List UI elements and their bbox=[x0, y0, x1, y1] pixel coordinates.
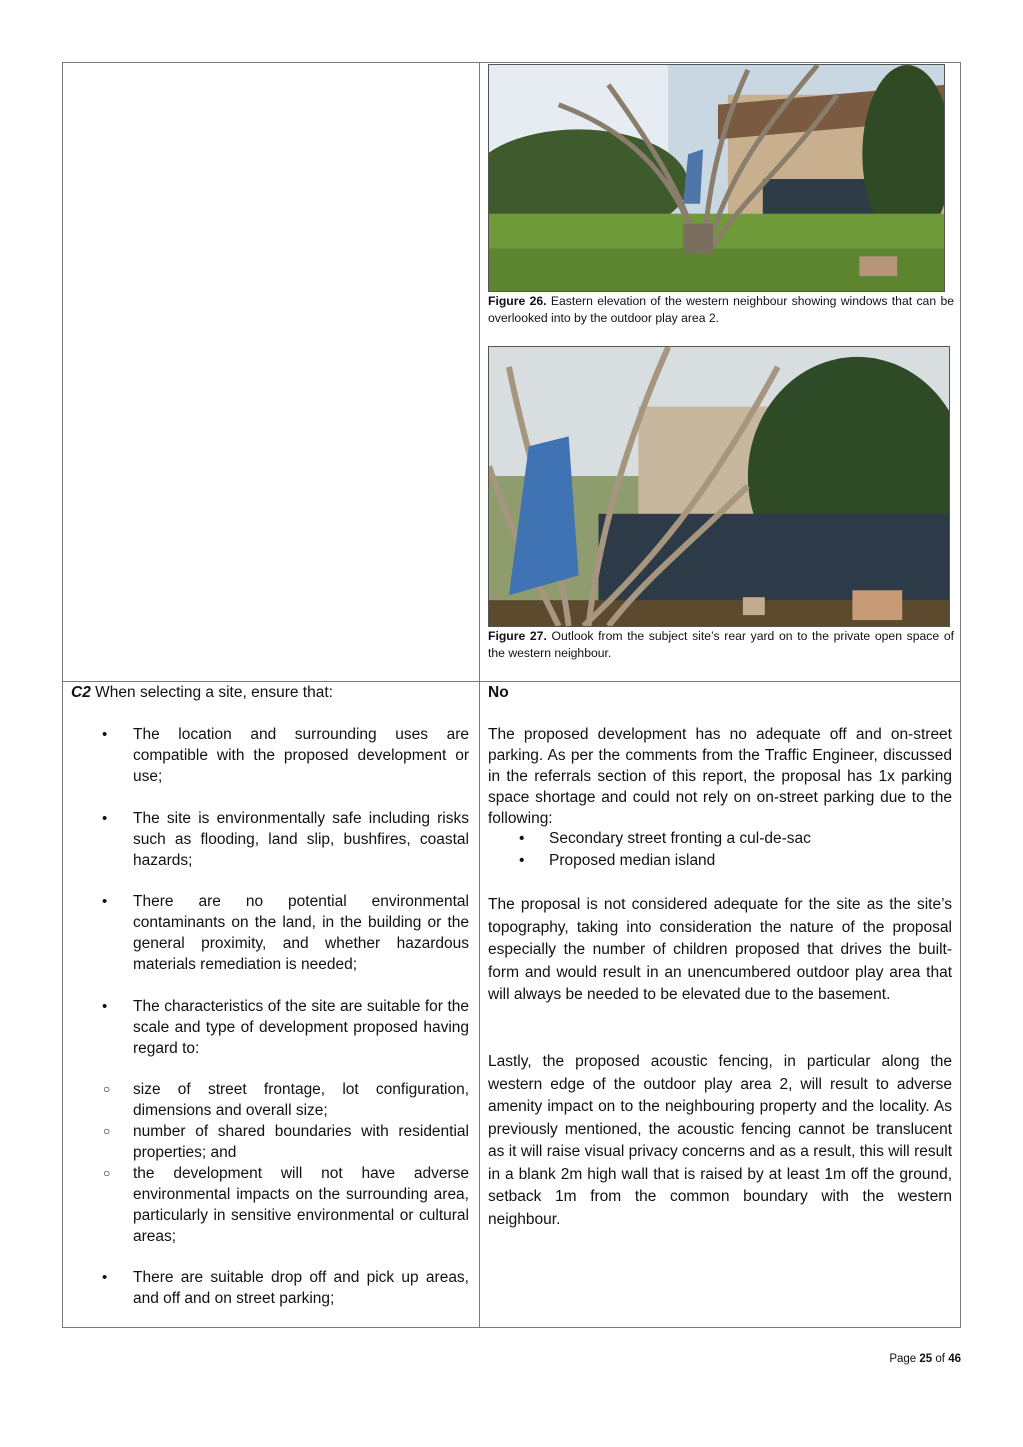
bullet-text: There are suitable drop off and pick up areas, and off and on street parking; bbox=[133, 1269, 469, 1307]
assessment-table bbox=[62, 62, 961, 1328]
bullet-circle-icon: ○ bbox=[103, 1124, 111, 1138]
bullet-dot-icon: • bbox=[519, 830, 525, 847]
bullet-dot-icon: • bbox=[102, 810, 108, 827]
bullet-text: Proposed median island bbox=[549, 852, 716, 869]
assessment-bullet-list bbox=[488, 828, 952, 872]
page-of: of bbox=[935, 1353, 945, 1365]
bullet-text: Secondary street fronting a cul-de-sac bbox=[549, 830, 811, 847]
figure-27-text: Outlook from the subject site’s rear yard on to the private open space of the western neighbour. bbox=[488, 629, 954, 660]
page-current: 25 bbox=[919, 1353, 933, 1365]
sub-bullet-text: size of street frontage, lot configuration, dimensions and overall size; bbox=[133, 1081, 469, 1119]
bullet-circle-icon: ○ bbox=[103, 1166, 111, 1180]
sub-bullet-text: number of shared boundaries with residential properties; and bbox=[133, 1123, 469, 1161]
assessment-paragraph-3: Lastly, the proposed acoustic fencing, in particular along the western edge of the outdoor play area 2, will result to adverse amenity impact on to the neighbouring property and the locality. As previously mentioned, the acoustic fencing cannot be translucent as it will raise visual privacy concerns and as a result, this will result in a blank 2m high wall that is raised by at least 1m off the ground, setback 1m from the common boundary with the western neighbour. bbox=[488, 1053, 952, 1228]
figure-27-label: Figure 27. bbox=[488, 629, 547, 643]
list-item bbox=[488, 828, 952, 850]
page-total: 46 bbox=[948, 1353, 961, 1365]
bullet-dot-icon: • bbox=[102, 893, 108, 910]
bullet-dot-icon: • bbox=[102, 1269, 108, 1286]
bullet-circle-icon: ○ bbox=[103, 1082, 111, 1096]
criteria-c2 bbox=[71, 682, 471, 703]
bullet-text: The location and surrounding uses are compatible with the proposed development or use; bbox=[133, 726, 469, 785]
bullet-text: The site is environmentally safe including risks such as flooding, land slip, bushfires, coastal hazards; bbox=[133, 810, 469, 869]
list-item bbox=[488, 850, 952, 872]
assessment-paragraph-2: The proposal is not considered adequate for the site as the site’s topography, taking into consideration the nature of the proposal especially the number of children proposed that drives the built-form and would result in an unencumbered outdoor play area that will always be needed to be elevated due to the basement. bbox=[488, 896, 952, 1003]
figure-26-photo bbox=[488, 64, 945, 292]
figure-26-label: Figure 26. bbox=[488, 294, 547, 308]
bullet-text: The characteristics of the site are suitable for the scale and type of development proposed having regard to: bbox=[133, 998, 469, 1057]
bullet-dot-icon: • bbox=[102, 726, 108, 743]
figure-26-text: Eastern elevation of the western neighbour showing windows that can be overlooked into by the outdoor play area 2. bbox=[488, 294, 954, 325]
page-number bbox=[889, 1353, 961, 1365]
criteria-c2-text: When selecting a site, ensure that: bbox=[95, 684, 333, 701]
bullet-text: There are no potential environmental contaminants on the land, in the building or the general proximity, and whether hazardous materials remediation is needed; bbox=[133, 893, 469, 973]
figure-27-caption bbox=[488, 628, 954, 662]
compliance-status: No bbox=[488, 684, 509, 701]
figure-26-caption bbox=[488, 293, 954, 327]
bullet-dot-icon: • bbox=[102, 998, 108, 1015]
criteria-c2-label: C2 bbox=[71, 684, 91, 701]
page-prefix: Page bbox=[889, 1353, 917, 1365]
bullet-dot-icon: • bbox=[519, 852, 525, 869]
assessment-paragraph-1: The proposed development has no adequate off and on-street parking. As per the comments from the Traffic Engineer, discussed in the referrals section of this report, the proposal has 1x parking space shortage and could not rely on on-street parking due to the following: bbox=[488, 726, 952, 827]
sub-bullet-text: the development will not have adverse environmental impacts on the surrounding area, particularly in sensitive environmental or cultural areas; bbox=[133, 1165, 469, 1245]
column-divider bbox=[479, 63, 480, 1327]
figure-27-photo bbox=[488, 346, 950, 627]
